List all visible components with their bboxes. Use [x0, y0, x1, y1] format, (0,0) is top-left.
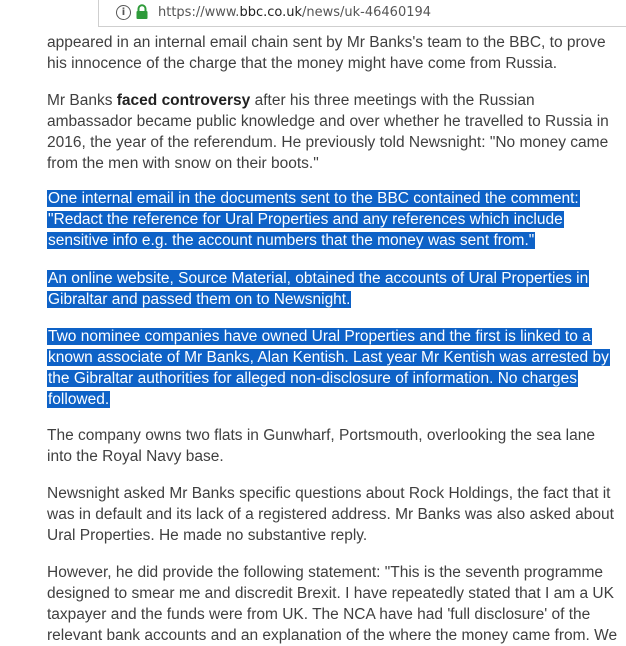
- text-line: Ural Properties. He made no substantive reply.: [47, 527, 368, 544]
- selected-text: Gibraltar and passed them on to Newsnight.: [48, 291, 351, 308]
- selected-text: "Redact the reference for Ural Properties and any references which include: [48, 211, 563, 228]
- selected-line: [47, 326, 610, 347]
- text-line: into the Royal Navy base.: [47, 448, 224, 465]
- browser-address-bar: [0, 0, 626, 28]
- selected-text: Two nominee companies have owned Ural Properties and the first is linked to a: [48, 328, 591, 345]
- text-line: was in default and its lack of a registered address. Mr Banks was also asked about: [47, 506, 614, 523]
- paragraph-3-selected: [47, 188, 580, 251]
- selected-line: [47, 389, 610, 410]
- selected-line: [47, 368, 610, 389]
- text-line: ambassador became public knowledge and over whether he travelled to Russia in: [47, 113, 609, 130]
- paragraph-4-selected: [47, 268, 589, 310]
- selected-line: [47, 230, 580, 251]
- text-line: taxpayer and the funds were from UK. The NCA have had 'full disclosure' of the: [47, 606, 591, 623]
- url-domain: bbc.co.uk: [239, 5, 302, 20]
- paragraph-7: [47, 483, 614, 546]
- text-fragment: Mr Banks: [47, 92, 117, 109]
- selected-line: [47, 289, 589, 310]
- text-line: The company owns two flats in Gunwharf, Portsmouth, overlooking the sea lane: [47, 427, 595, 444]
- text-line: appeared in an internal email chain sent by Mr Banks's team to the BBC, to prove: [47, 34, 606, 51]
- paragraph-2: [47, 90, 609, 174]
- text-line: [47, 90, 609, 111]
- text-line: from the men with snow on their boots.": [47, 155, 319, 172]
- faced-controversy-link[interactable]: faced controversy: [116, 92, 251, 109]
- url-prefix: https://www.: [158, 5, 240, 20]
- text-line: designed to smear me and discredit Brexit. I have repeatedly stated that I am a UK: [47, 585, 614, 602]
- info-icon[interactable]: i: [116, 5, 131, 20]
- selected-text: followed.: [48, 391, 110, 408]
- text-line: However, he did provide the following statement: "This is the seventh programme: [47, 564, 604, 581]
- text-line: relevant bank accounts and an explanation of the where the money came from. We: [47, 627, 618, 644]
- selected-text: known associate of Mr Banks, Alan Kentish. Last year Mr Kentish was arrested by: [48, 349, 609, 366]
- text-fragment: after his three meetings with the Russian: [250, 92, 535, 109]
- selected-line: [47, 347, 610, 368]
- selected-text: the Gibraltar authorities for alleged non-disclosure of information. No charges: [48, 370, 577, 387]
- selected-line: [47, 188, 580, 209]
- paragraph-5-selected: [47, 326, 610, 410]
- url-text[interactable]: [158, 4, 431, 22]
- text-line: Newsnight asked Mr Banks specific questions about Rock Holdings, the fact that it: [47, 485, 611, 502]
- selected-text: sensitive info e.g. the account numbers that the money was sent from.": [48, 232, 535, 249]
- text-line: his innocence of the charge that the money might have come from Russia.: [47, 55, 558, 72]
- selected-line: [47, 209, 580, 230]
- lock-icon: [135, 4, 149, 20]
- paragraph-1: [47, 32, 606, 74]
- selected-text: An online website, Source Material, obtained the accounts of Ural Properties in: [48, 270, 589, 287]
- selected-text: One internal email in the documents sent to the BBC contained the comment:: [48, 190, 579, 207]
- selected-line: [47, 268, 589, 289]
- url-path: /news/uk-46460194: [302, 5, 432, 20]
- text-line: 2016, the year of the referendum. He previously told Newsnight: "No money came: [47, 134, 609, 151]
- paragraph-6: [47, 425, 595, 467]
- paragraph-8: [47, 562, 617, 646]
